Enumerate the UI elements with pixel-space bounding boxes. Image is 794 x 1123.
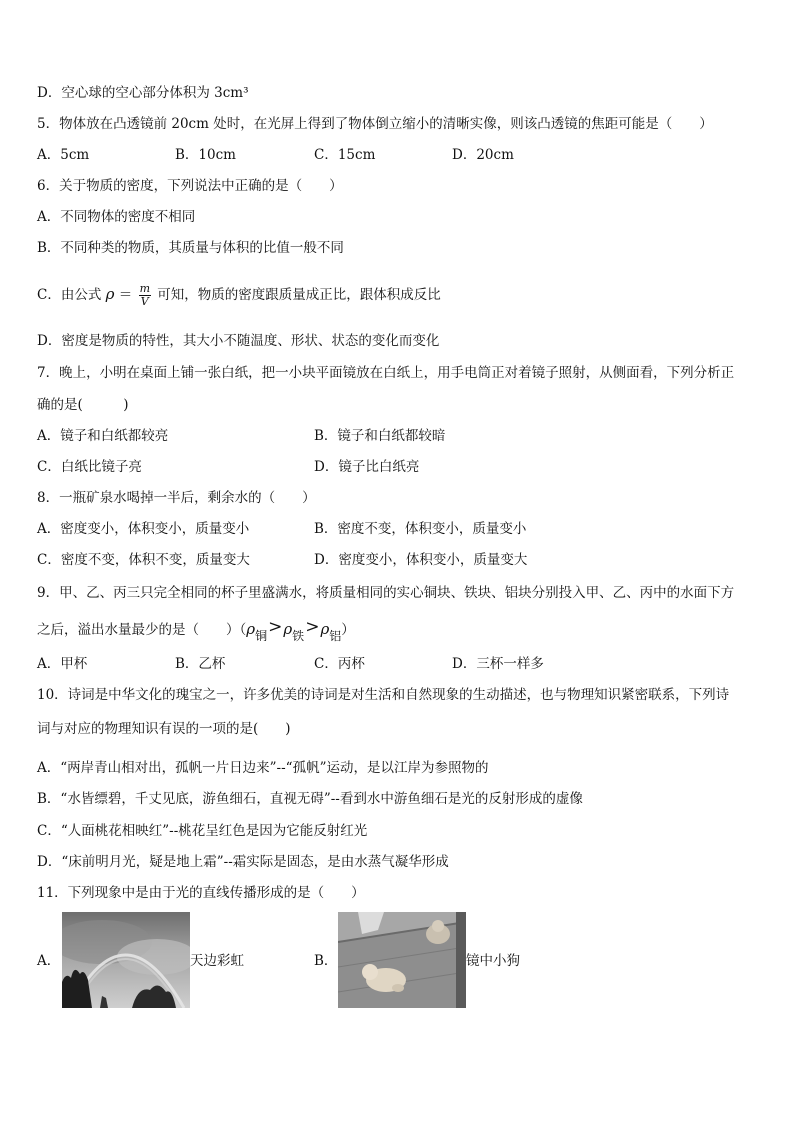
question-7-option-b: B．镜子和白纸都较暗 xyxy=(314,428,446,444)
question-6-option-c xyxy=(37,278,441,311)
subscript-aluminum: 铝 xyxy=(329,629,342,643)
question-10-option-d: D．“床前明月光，疑是地上霜”--霜实际是固态，是由水蒸气凝华形成 xyxy=(37,854,449,870)
rho-symbol: ρ xyxy=(283,620,293,638)
subscript-copper: 铜 xyxy=(255,629,268,643)
fraction-denominator: V xyxy=(140,295,149,308)
question-11-stem: 11．下列现象中是由于光的直线传播形成的是（ ） xyxy=(37,885,365,901)
question-8-option-d: D．密度变小，体积变小，质量变大 xyxy=(314,552,528,568)
question-5-option-b: B．10cm xyxy=(175,147,236,163)
question-5-option-d: D．20cm xyxy=(452,147,514,163)
question-10-option-a: A．“两岸青山相对出，孤帆一片日边来”--“孤帆”运动，是以江岸为参照物的 xyxy=(37,760,489,776)
question-11-option-a-label: A． xyxy=(37,953,61,969)
option-c-suffix: 可知，物质的密度跟质量成正比，跟体积成反比 xyxy=(157,287,441,303)
greater-than-sign: > xyxy=(305,617,320,637)
question-7-option-c: C．白纸比镜子亮 xyxy=(37,459,142,475)
question-7-option-d: D．镜子比白纸亮 xyxy=(314,459,420,475)
question-10-stem-line-2: 词与对应的物理知识有误的一项的是( ) xyxy=(37,721,291,737)
question-6-stem: 6．关于物质的密度，下列说法中正确的是（ ） xyxy=(37,178,343,194)
question-9-option-d: D．三杯一样多 xyxy=(452,656,544,672)
dog-mirror-photo xyxy=(338,912,466,1008)
question-9-stem-line-2 xyxy=(37,614,355,649)
question-9-option-a: A．甲杯 xyxy=(37,656,88,672)
question-8-option-c: C．密度不变，体积不变，质量变大 xyxy=(37,552,250,568)
question-9-stem-line-1: 9．甲、乙、丙三只完全相同的杯子里盛满水，将质量相同的实心铜块、铁块、铝块分别投入甲、乙、丙中的水面下方 xyxy=(37,585,735,601)
density-fraction xyxy=(139,283,151,308)
question-10-stem-line-1: 10．诗词是中华文化的瑰宝之一，许多优美的诗词是对生活和自然现象的生动描述，也与物理知识紧密联系，下列诗 xyxy=(37,687,730,703)
close-paren: ） xyxy=(341,622,355,638)
q9-text: 之后，溢出水量最少的是（ ）（ xyxy=(37,622,247,638)
question-5-option-c: C．15cm xyxy=(314,147,376,163)
question-4-option-d: D．空心球的空心部分体积为 3cm³ xyxy=(37,85,249,101)
question-6-option-a: A．不同物体的密度不相同 xyxy=(37,209,196,225)
question-10-option-c: C．“人面桃花相映红”--桃花呈红色是因为它能反射红光 xyxy=(37,823,368,839)
question-11-option-b-caption: 镜中小狗 xyxy=(466,953,520,969)
question-6-option-b: B．不同种类的物质，其质量与体积的比值一般不同 xyxy=(37,240,344,256)
rho-symbol: ρ xyxy=(105,285,115,303)
subscript-iron: 铁 xyxy=(292,629,305,643)
rho-symbol: ρ xyxy=(320,620,330,638)
question-8-stem: 8．一瓶矿泉水喝掉一半后，剩余水的（ ） xyxy=(37,490,316,506)
greater-than-sign: > xyxy=(268,617,283,637)
question-11-option-a-caption: 天边彩虹 xyxy=(190,953,244,969)
rainbow-photo xyxy=(62,912,190,1008)
question-9-option-b: B．乙杯 xyxy=(175,656,226,672)
question-6-option-d: D．密度是物质的特性，其大小不随温度、形状、状态的变化而变化 xyxy=(37,333,440,349)
rho-symbol: ρ xyxy=(246,620,256,638)
question-8-option-a: A．密度变小，体积变小，质量变小 xyxy=(37,521,250,537)
question-8-option-b: B．密度不变，体积变小，质量变小 xyxy=(314,521,527,537)
question-7-option-a: A．镜子和白纸都较亮 xyxy=(37,428,169,444)
question-9-option-c: C．丙杯 xyxy=(314,656,365,672)
question-5-stem: 5．物体放在凸透镜前 20cm 处时，在光屏上得到了物体倒立缩小的清晰实像，则该凸透镜的焦距可能是（ ） xyxy=(37,116,713,132)
question-10-option-b: B．“水皆缥碧，千丈见底，游鱼细石，直视无碍”--看到水中游鱼细石是光的反射形成的虚像 xyxy=(37,791,583,807)
question-11-option-b-label: B． xyxy=(314,953,338,969)
option-c-prefix: C．由公式 xyxy=(37,287,102,303)
question-7-stem-line-2: 确的是( ) xyxy=(37,397,129,413)
equals-sign: ＝ xyxy=(118,287,133,303)
question-7-stem-line-1: 7．晚上，小明在桌面上铺一张白纸，把一小块平面镜放在白纸上，用手电筒正对着镜子照射，从侧面看，下列分析正 xyxy=(37,365,735,381)
question-5-option-a: A．5cm xyxy=(37,147,90,163)
fraction-numerator: m xyxy=(139,282,150,295)
